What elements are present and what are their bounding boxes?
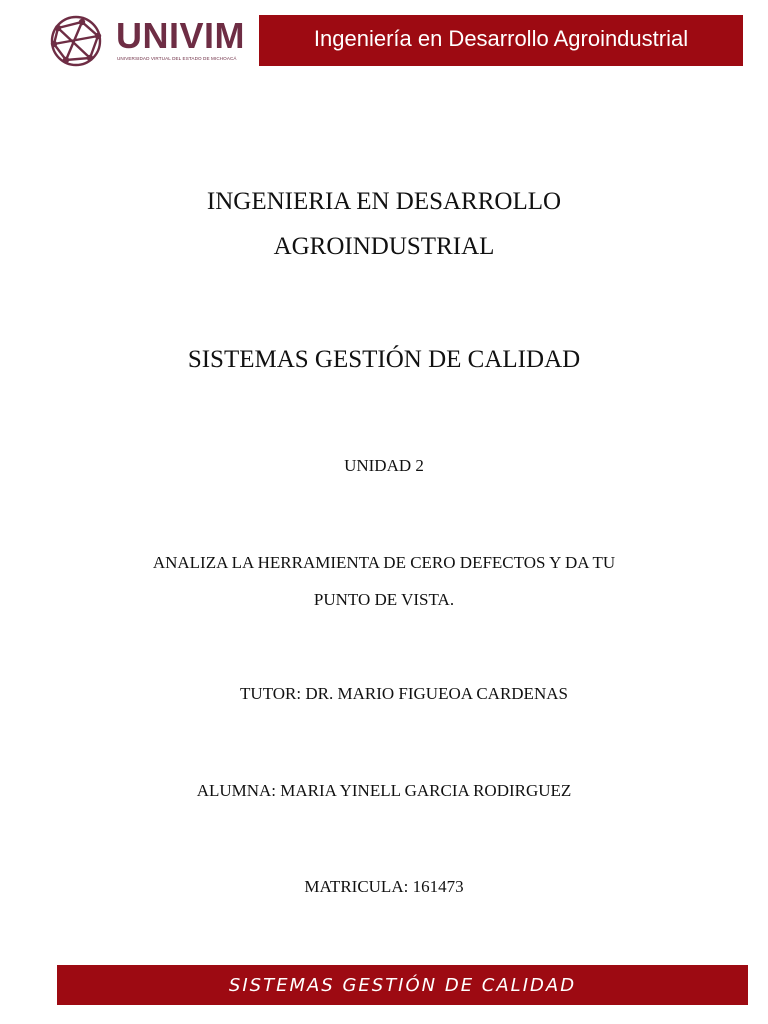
- univim-logo: [48, 12, 254, 70]
- logo-subtext: UNIVERSIDAD VIRTUAL DEL ESTADO DE MICHOACÁ: [117, 56, 237, 61]
- student-line: ALUMNA: MARIA YINELL GARCIA RODIRGUEZ: [196, 781, 572, 800]
- globe-network-icon: [48, 14, 104, 68]
- tutor-line: TUTOR: DR. MARIO FIGUEOA CARDENAS: [240, 684, 568, 703]
- logo-wordmark: UNIVIM: [116, 15, 245, 56]
- activity-title-line2: PUNTO DE VISTA.: [313, 590, 455, 609]
- activity-title-line1: ANALIZA LA HERRAMIENTA DE CERO DEFECTOS Y DA TU: [152, 553, 616, 572]
- footer-banner: SISTEMAS GESTIÓN DE CALIDAD: [57, 965, 748, 1005]
- header-banner: Ingeniería en Desarrollo Agroindustrial: [259, 15, 743, 66]
- subject-title: SISTEMAS GESTIÓN DE CALIDAD: [187, 346, 581, 373]
- unit-label: UNIDAD 2: [344, 456, 424, 475]
- program-title-line2: AGROINDUSTRIAL: [273, 233, 495, 260]
- enrollment-line: MATRICULA: 161473: [304, 877, 464, 896]
- program-title-line1: INGENIERIA EN DESARROLLO: [206, 188, 562, 215]
